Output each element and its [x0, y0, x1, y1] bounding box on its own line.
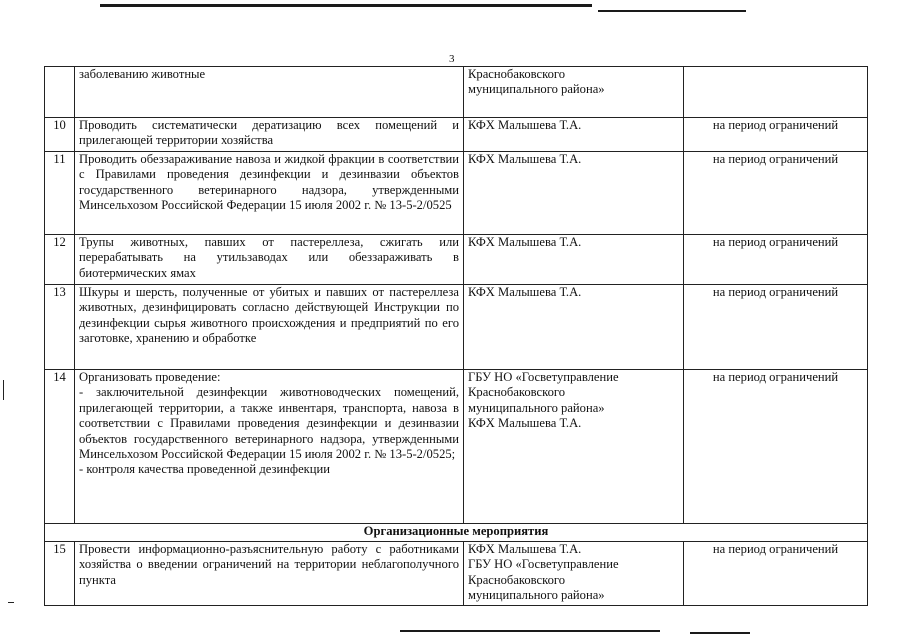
page-number: 3 [449, 53, 455, 65]
responsible-cell: КФХ Малышева Т.А. [464, 152, 684, 235]
scan-artifact-bottom [400, 630, 660, 632]
row-number [45, 67, 75, 118]
measures-table [44, 66, 868, 606]
table-row [45, 67, 868, 118]
action-cell: Проводить систематически дератизацию всех помещений и прилегающей территории хозяйства [75, 118, 464, 152]
row-number: 10 [45, 118, 75, 152]
row-number: 15 [45, 542, 75, 606]
responsible-cell: КФХ Малышева Т.А. [464, 285, 684, 370]
responsible-cell: ГБУ НО «Госветуправление Краснобаковского муниципального района» КФХ Малышева Т.А. [464, 370, 684, 524]
section-title: Организационные мероприятия [45, 524, 868, 542]
action-line: Организовать проведение: [79, 370, 221, 384]
row-number: 11 [45, 152, 75, 235]
table-row [45, 152, 868, 235]
term-cell [684, 67, 868, 118]
action-cell: Проводить обеззараживание навоза и жидкой фракции в соответствии с Правилами проведения дезинфекции и дезинвазии объектов государственного ветеринарного надзора, утвержденными Минсельхозом Российской Федерации 15 июля 2002 г. № 13-5-2/0525 [75, 152, 464, 235]
table-row [45, 235, 868, 285]
action-cell: заболеванию животные [75, 67, 464, 118]
term-cell: на период ограничений [684, 370, 868, 524]
term-cell: на период ограничений [684, 542, 868, 606]
scan-artifact-bottom-right [690, 632, 750, 634]
margin-mark [3, 380, 4, 400]
responsible-cell: КФХ Малышева Т.А. [464, 235, 684, 285]
term-cell: на период ограничений [684, 235, 868, 285]
table-row [45, 118, 868, 152]
responsible-cell: Краснобаковского муниципального района» [464, 67, 684, 118]
action-cell: Трупы животных, павших от пастереллеза, сжигать или перерабатывать на утильзаводах или обеззараживать в биотермических ямах [75, 235, 464, 285]
row-number: 14 [45, 370, 75, 524]
action-line: - контроля качества проведенной дезинфекции [79, 462, 331, 477]
action-cell [75, 370, 464, 524]
row-number: 12 [45, 235, 75, 285]
term-cell: на период ограничений [684, 152, 868, 235]
scan-artifact-top-right [598, 10, 746, 12]
section-row [45, 524, 868, 542]
table-row [45, 285, 868, 370]
table-row [45, 370, 868, 524]
scan-artifact-top [100, 4, 592, 7]
margin-mark [8, 602, 14, 603]
table-row [45, 542, 868, 606]
responsible-cell: КФХ Малышева Т.А. ГБУ НО «Госветуправление Краснобаковского муниципального района» [464, 542, 684, 606]
term-cell: на период ограничений [684, 118, 868, 152]
row-number: 13 [45, 285, 75, 370]
term-cell: на период ограничений [684, 285, 868, 370]
action-line: - заключительной дезинфекции животноводческих помещений, прилегающей территории, а также инвентаря, транспорта, навоза в соответствии с Правилами проведения дезинфекции и дезинвазии объектов государственного ветеринарного надзора, утвержденными Минсельхозом Российской Федерации 15 июля 2002 г. № 13-5-2/0525; [79, 385, 459, 462]
action-cell: Провести информационно-разъяснительную работу с работниками хозяйства о введении ограничений на территории неблагополучного пункта [75, 542, 464, 606]
action-cell: Шкуры и шерсть, полученные от убитых и павших от пастереллеза животных, дезинфицировать согласно действующей Инструкции по дезинфекции сырья животного происхождения и предприятий по его заготовке, хранению и обработке [75, 285, 464, 370]
responsible-cell: КФХ Малышева Т.А. [464, 118, 684, 152]
